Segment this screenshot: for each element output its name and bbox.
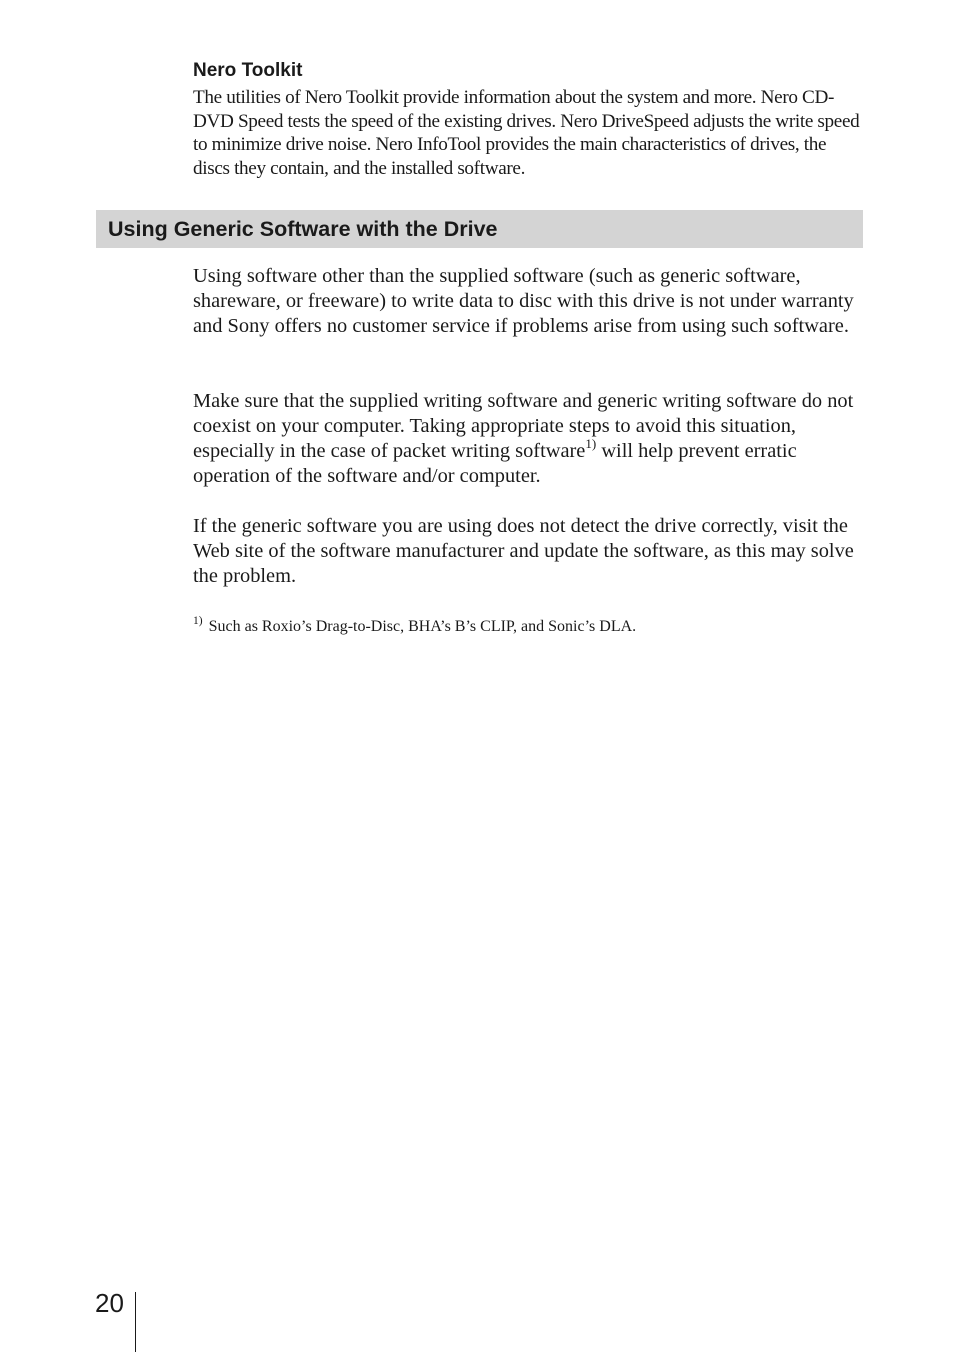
section-title: Using Generic Software with the Drive (108, 217, 498, 241)
footnote-text: Such as Roxio’s Drag-to-Disc, BHA’s B’s CLIP, and Sonic’s DLA. (208, 618, 637, 635)
paragraph-coexist-text-continued: will help prevent erratic operation of the software and/or computer. (193, 440, 797, 487)
section-header-bar (96, 210, 863, 248)
paragraph-warranty: Using software other than the supplied software (such as generic software, shareware, or freeware) to write data to disc with this drive is not under warranty and Sony offers no customer service if problems arise from using such software. (193, 265, 854, 337)
nero-toolkit-heading: Nero Toolkit (193, 60, 303, 81)
footnote-reference: 1) (585, 436, 597, 451)
page-number: 20 (95, 1288, 124, 1318)
paragraph-detection: If the generic software you are using does not detect the drive correctly, visit the Web site of the software manufacturer and update the software, as this may solve the problem. (193, 515, 854, 587)
paragraph-coexist-text: Make sure that the supplied writing software and generic writing software do not coexist on your computer. Taking appropriate steps to avoid this situation, especially in the case of packet writing software (193, 390, 854, 462)
footnote (193, 616, 863, 638)
nero-toolkit-description: The utilities of Nero Toolkit provide information about the system and more. Nero CD-DVD Speed tests the speed of the existing drives. Nero DriveSpeed adjusts the write speed to minimize drive noise. Nero InfoTool provides the main characteristics of drives, the discs they contain, and the installed software. (193, 87, 860, 180)
footnote-marker: 1) (193, 615, 203, 627)
page-number-divider (135, 1292, 136, 1352)
paragraph-coexist (193, 389, 863, 489)
